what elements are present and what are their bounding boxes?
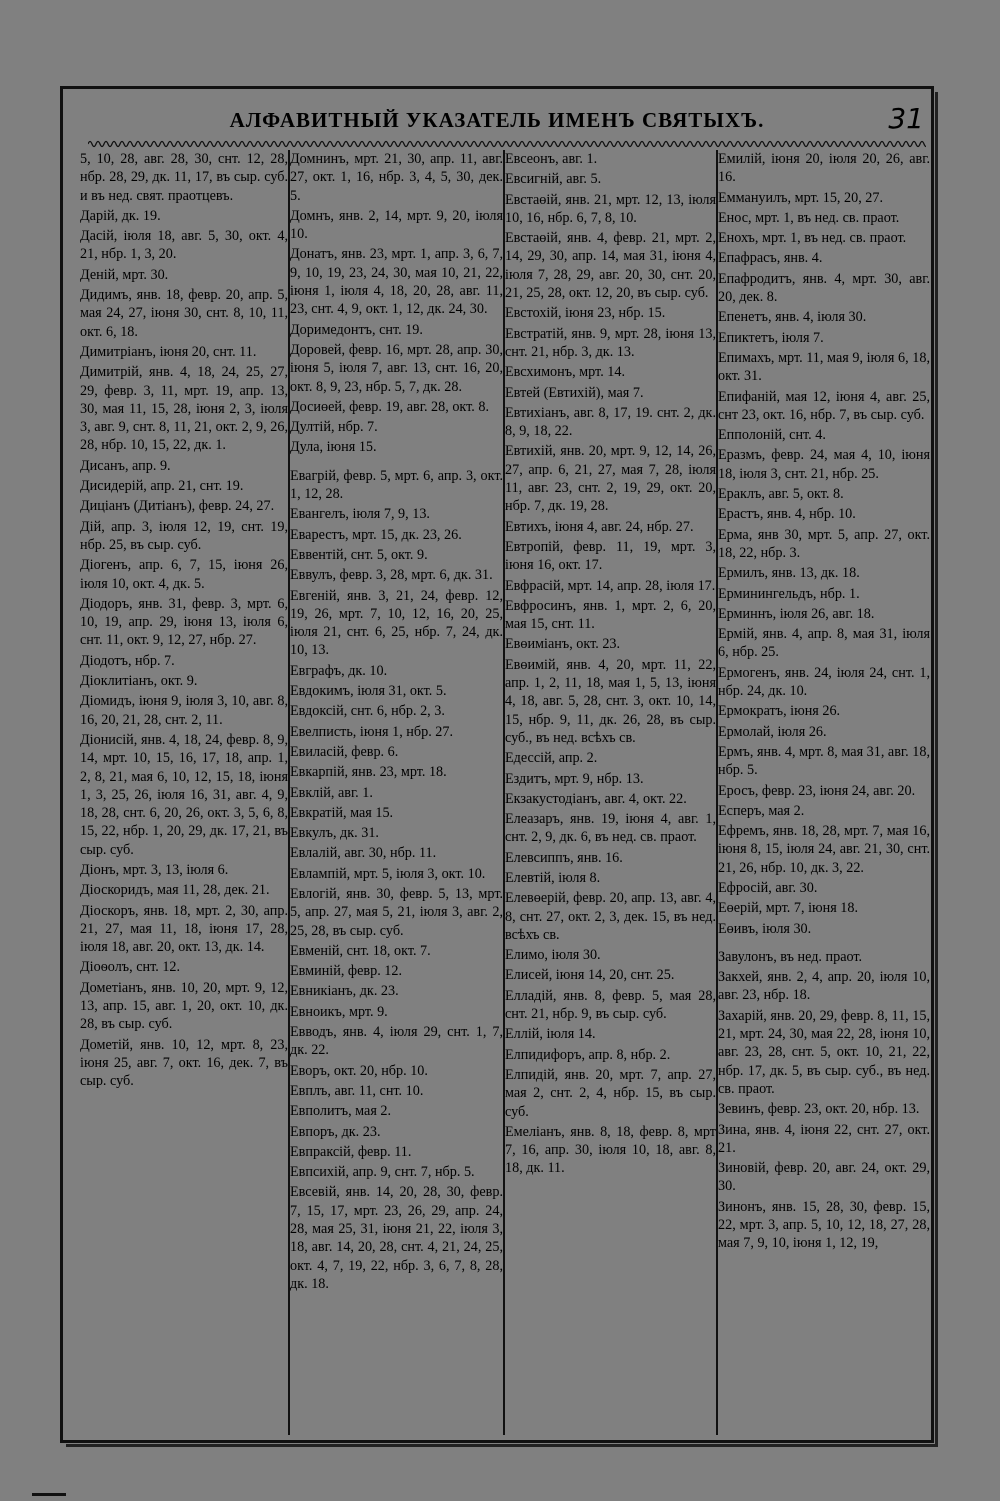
index-entry: Евпраксій, февр. 11. (290, 1143, 412, 1160)
index-entry: Епафрасъ, янв. 4. (718, 250, 823, 267)
index-entry: Захарій, янв. 20, 29, февр. 8, 11, 15, 21, мрт. 24, 30, мая 22, 28, іюня 10, авг. 23, 28, снт. 5, окт. 10, 21, 22, нбр. 17, дк. 5, въ сыр. суб., въ нед. св. праот. (718, 1007, 930, 1097)
index-entry: Елеазаръ, янв. 19, іюня 4, авг. 1, снт. 2, 9, дк. 6, въ нед. св. праот. (505, 811, 716, 846)
index-entry: Евстохій, іюня 23, нбр. 15. (505, 305, 666, 322)
index-entry: Елевөерій, февр. 20, апр. 13, авг. 4, 8, снт. 27, окт. 2, 3, дек. 15, въ нед. всѣхъ св. (505, 890, 716, 943)
index-entry: Дултій, нбр. 7. (290, 419, 378, 436)
index-entry: Дисанъ, апр. 9. (80, 457, 171, 474)
index-entry: Елпидій, янв. 20, мрт. 7, апр. 27, мая 2, снт. 2, 4, нбр. 15, въ сыр. суб. (505, 1066, 716, 1120)
index-entry: Еввулъ, февр. 3, 28, мрт. 6, дк. 31. (290, 567, 493, 584)
index-entry: Евкулъ, дк. 31. (290, 825, 379, 842)
index-entry: Ермолай, іюля 26. (718, 723, 827, 740)
column-1 (80, 150, 288, 1430)
index-entry: Евлогій, янв. 30, февр. 5, 13, мрт. 5, апр. 27, мая 5, 21, іюля 3, авг. 2, 25, 28, въ сыр. суб. (290, 885, 503, 939)
index-entry: Евиласій, февр. 6. (290, 743, 399, 760)
index-entry: Елимо, іюля 30. (505, 947, 601, 964)
index-entry: Емеліанъ, янв. 8, 18, февр. 8, мрт 7, 16, апр. 30, іюля 10, 18, авг. 8, 18, дк. 11. (505, 1123, 716, 1177)
index-entry: Зинонъ, янв. 15, 28, 30, февр. 15, 22, мрт. 3, апр. 5, 10, 12, 18, 27, 28, мая 7, 9, 10, іюня 1, 12, 19, (718, 1198, 930, 1252)
index-entry: Епимахъ, мрт. 11, мая 9, іюля 6, 18, окт. 31. (718, 349, 930, 385)
index-entry: Епенетъ, янв. 4, іюля 30. (718, 309, 867, 326)
index-entry: Діоскоридъ, мая 11, 28, дек. 21. (80, 882, 270, 899)
index-entry: Досиөей, февр. 19, авг. 28, окт. 8. (290, 398, 490, 415)
index-entry: Елевсиппъ, янв. 16. (505, 849, 623, 866)
index-entry: Евминій, февр. 12. (290, 963, 403, 980)
index-entry: Евөимій, янв. 4, 20, мрт. 11, 22, апр. 1, 2, 11, 18, мая 1, 5, 13, іюня 4, 18, авг. 5, 28, снт. 3, окт. 10, 14, 15, нбр. 9, 11, дк. 26, 28, въ сыр. суб., въ нед. всѣхъ св. (505, 656, 716, 746)
index-entry: Евангелъ, іюля 7, 9, 13. (290, 506, 430, 523)
index-entry: Еллій, іюля 14. (505, 1026, 596, 1043)
column-3 (505, 150, 716, 1430)
index-entry: Домнъ, янв. 2, 14, мрт. 9, 20, іюля 10. (290, 207, 503, 243)
index-entry: Дидимъ, янв. 18, февр. 20, апр. 5, мая 24, 27, іюня 30, снт. 8, 10, 11, окт. 6, 18. (80, 287, 288, 340)
index-entry: Евводъ, янв. 4, іюля 29, снт. 1, 7, дк. 22. (290, 1024, 503, 1059)
index-entry: Енохъ, мрт. 1, въ нед. св. праот. (718, 230, 907, 247)
index-entry: Дометій, янв. 10, 12, мрт. 8, 23, іюня 25, авг. 7, окт. 16, дек. 7, въ сыр. суб. (80, 1036, 288, 1090)
index-entry: Екзакустодіанъ, авг. 4, окт. 22. (505, 790, 687, 807)
column-4 (718, 150, 930, 1430)
index-entry: Ефросій, авг. 30. (718, 879, 818, 896)
index-entry: Ерма, янв 30, мрт. 5, апр. 27, окт. 18, 22, нбр. 3. (718, 526, 930, 561)
index-entry: Евлалій, авг. 30, нбр. 11. (290, 845, 437, 862)
index-entry: Евгеній, янв. 3, 21, 24, февр. 12, 19, 26, мрт. 7, 10, 12, 16, 20, 25, іюля 21, снт. 6, 25, нбр. 7, 24, дк. 10, 13. (290, 587, 503, 659)
index-entry: 5, 10, 28, авг. 28, 30, снт. 12, 28, нбр. 28, 29, дк. 11, 17, въ сыр. суб. и въ нед. свят. праотцевъ. (80, 151, 288, 204)
page-number: 31 (888, 102, 924, 135)
index-entry: Завулонъ, въ нед. праот. (718, 948, 863, 965)
index-entry: Евфрасій, мрт. 14, апр. 28, іюля 17. (505, 577, 716, 594)
index-entry: Евтей (Евтихій), мая 7. (505, 384, 644, 401)
index-entry: Ермилъ, янв. 13, дк. 18. (718, 565, 860, 582)
index-entry: Ермогенъ, янв. 24, іюля 24, снт. 1, нбр. 24, дк. 10. (718, 664, 930, 700)
index-entry: Евтихъ, іюня 4, авг. 24, нбр. 27. (505, 518, 694, 535)
index-entry: Ермъ, янв. 4, мрт. 8, мая 31, авг. 18, нбр. 5. (718, 743, 930, 779)
index-entry: Ермій, янв. 4, апр. 8, мая 31, іюля 6, нбр. 25. (718, 626, 930, 661)
index-entry: Евагрій, февр. 5, мрт. 6, апр. 3, окт. 1, 12, 28. (290, 467, 503, 503)
index-entry: Еввентій, снт. 5, окт. 9. (290, 546, 428, 563)
index-entry: Дарій, дк. 19. (80, 207, 161, 224)
index-entry: Евплъ, авг. 11, снт. 10. (290, 1082, 424, 1099)
index-entry: Діоѳолъ, снт. 12. (80, 959, 181, 976)
index-entry: Ерминингельдъ, нбр. 1. (718, 585, 860, 602)
index-entry: Діодоръ, янв. 31, февр. 3, мрт. 6, 10, 19, апр. 29, іюня 13, іюля 6, снт. 11, окт. 9, 12, 27, нбр. 27. (80, 595, 288, 649)
index-entry: Донатъ, янв. 23, мрт. 1, апр. 3, 6, 7, 9, 10, 19, 23, 24, 30, мая 10, 21, 22, іюня 1, іюля 4, 18, 20, 28, авг. 11, 23, снт. 4, 9, окт. 1, 12, дк. 24, 30. (290, 246, 503, 318)
index-entry: Діомидъ, іюня 9, іюля 3, 10, авг. 8, 16, 20, 21, 28, снт. 2, 11. (80, 693, 288, 728)
index-entry: Евсхимонъ, мрт. 14. (505, 364, 626, 381)
index-entry: Елпидифоръ, апр. 8, нбр. 2. (505, 1046, 671, 1063)
index-entry: Евлампій, мрт. 5, іюля 3, окт. 10. (290, 865, 486, 882)
index-entry: Есперъ, мая 2. (718, 802, 805, 819)
index-entry: Евноикъ, мрт. 9. (290, 1003, 388, 1020)
header-wavy-rule (88, 138, 926, 150)
index-entry: Евтихій, янв. 20, мрт. 9, 12, 14, 26, 27, апр. 6, 21, 27, мая 7, 28, іюля 11, авг. 23, снт. 2, 19, 29, окт. 20, нбр. 7, дк. 19, 28. (505, 443, 716, 515)
index-entry: Евөиміанъ, окт. 23. (505, 636, 621, 653)
index-entry: Дій, апр. 3, іюля 12, 19, снт. 19, нбр. 25, въ сыр. суб. (80, 518, 288, 553)
index-entry: Елевтій, іюля 8. (505, 869, 601, 886)
index-entry: Епиктетъ, іюля 7. (718, 329, 824, 346)
index-entry: Евсеонъ, авг. 1. (505, 151, 598, 167)
index-entry: Едессій, апр. 2. (505, 750, 598, 767)
index-entry: Евпсихій, апр. 9, снт. 7, нбр. 5. (290, 1164, 475, 1181)
index-entry: Зиновій, февр. 20, авг. 24, окт. 29, 30. (718, 1160, 930, 1195)
bottom-edge-mark (32, 1493, 66, 1496)
index-entry: Евстаөій, янв. 4, февр. 21, мрт. 2, 14, 29, 30, апр. 14, мая 31, іюня 4, іюля 7, 28, 29, авг. 20, 30, снт. 20, 21, 25, 28, окт. 12, 20, въ сыр. суб. (505, 230, 716, 302)
index-entry: Діонъ, мрт. 3, 13, іюля 6. (80, 861, 229, 878)
index-entry: Евелписть, іюня 1, нбр. 27. (290, 723, 454, 740)
index-entry: Евпоръ, дк. 23. (290, 1123, 381, 1140)
index-entry: Зевинъ, февр. 23, окт. 20, нбр. 13. (718, 1101, 920, 1118)
index-entry: Закхей, янв. 2, 4, апр. 20, іюля 10, авг. 23, нбр. 18. (718, 969, 930, 1004)
index-entry: Евкарпій, янв. 23, мрт. 18. (290, 764, 447, 781)
index-entry: Ермократъ, іюня 26. (718, 703, 841, 720)
index-entry: Димитріанъ, іюня 20, снт. 11. (80, 343, 257, 360)
index-entry: Елисей, іюня 14, 20, снт. 25. (505, 967, 675, 984)
index-entry: Еразмъ, февр. 24, мая 4, 10, іюня 18, іюля 3, снт. 21, нбр. 25. (718, 447, 930, 482)
index-entry: Евменій, снт. 18, окт. 7. (290, 942, 431, 959)
index-entry: Епполоній, снт. 4. (718, 427, 826, 444)
index-entry: Еммануилъ, мрт. 15, 20, 27. (718, 189, 884, 206)
index-entry: Доримедонтъ, снт. 19. (290, 321, 423, 338)
index-entry: Діодотъ, нбр. 7. (80, 652, 175, 669)
index-entry: Діоскоръ, янв. 18, мрт. 2, 30, апр. 21, 27, мая 11, 18, іюня 17, 28, іюля 18, авг. 20, окт. 13, дк. 14. (80, 902, 288, 956)
index-entry: Диціанъ (Дитіанъ), февр. 24, 27. (80, 498, 275, 515)
index-entry: Діогенъ, апр. 6, 7, 15, іюня 26, іюля 10, окт. 4, дк. 5. (80, 557, 288, 592)
index-entry: Емилій, іюня 20, іюля 20, 26, авг. 16. (718, 151, 930, 186)
index-entry: Димитрій, янв. 4, 18, 24, 25, 27, 29, февр. 3, 11, мрт. 19, апр. 13, 30, мая 11, 15, 28, іюня 2, 3, іюля 3, авг. 9, снт. 8, 11, 21, окт. 2, 9, 26, 28, нбр. 10, 15, 22, дк. 1. (80, 364, 288, 454)
index-entry: Евфросинъ, янв. 1, мрт. 2, 6, 20, мая 15, снт. 11. (505, 597, 716, 633)
index-entry: Ерминнъ, іюля 26, авг. 18. (718, 605, 875, 622)
index-entry: Евдокимъ, іюля 31, окт. 5. (290, 683, 447, 700)
index-entry: Дисидерій, апр. 21, снт. 19. (80, 478, 244, 495)
index-entry: Ездитъ, мрт. 9, нбр. 13. (505, 770, 644, 787)
index-entry: Евтихіанъ, авг. 8, 17, 19. снт. 2, дк. 8, 9, 18, 22. (505, 404, 716, 440)
index-entry: Евникіанъ, дк. 23. (290, 983, 399, 1000)
index-entry: Дасій, іюля 18, авг. 5, 30, окт. 4, 21, нбр. 1, 3, 20. (80, 228, 288, 263)
index-entry: Ефремъ, янв. 18, 28, мрт. 7, мая 16, іюня 8, 15, іюля 24, авг. 21, 30, снт. 21, 26, нбр. 10, дк. 3, 22. (718, 823, 930, 876)
index-entry: Ераклъ, авг. 5, окт. 8. (718, 486, 844, 503)
page-title: АЛФАВИТНЫЙ УКАЗАТЕЛЬ ИМЕНЪ СВЯТЫХЪ. (229, 108, 765, 132)
index-entry: Дометіанъ, янв. 10, 20, мрт. 9, 12, 13, апр. 15, авг. 1, 20, окт. 10, дк. 28, въ сыр. суб. (80, 979, 288, 1033)
index-entry: Евстратій, янв. 9, мрт. 28, іюня 13, снт. 21, нбр. 3, дк. 13. (505, 325, 716, 360)
index-entry: Деній, мрт. 30. (80, 266, 169, 283)
index-entry: Еросъ, февр. 23, іюня 24, авг. 20. (718, 782, 916, 799)
column-2 (290, 150, 503, 1430)
index-entry: Евграфъ, дк. 10. (290, 662, 388, 679)
index-entry: Еөивъ, іюля 30. (718, 920, 812, 937)
index-entry: Енос, мрт. 1, въ нед. св. праот. (718, 209, 900, 226)
index-entry: Еварестъ, мрт. 15, дк. 23, 26. (290, 526, 462, 543)
index-entry: Доровей, февр. 16, мрт. 28, апр. 30, іюня 5, іюля 7, авг. 13, снт. 16, 20, окт. 8, 9, 23, нбр. 5, 7, дк. 28. (290, 341, 503, 395)
index-entry: Епафродитъ, янв. 4, мрт. 30, авг. 20, дек. 8. (718, 270, 930, 306)
index-entry: Елладій, янв. 8, февр. 5, мая 28, снт. 21, нбр. 9, въ сыр. суб. (505, 987, 716, 1023)
index-entry: Евсевій, янв. 14, 20, 28, 30, февр. 7, 15, 17, мрт. 23, 26, 29, апр. 24, 28, мая 25, 31, іюня 21, 22, іюля 3, 18, авг. 14, 20, 28, снт. 4, 21, 24, 25, окт. 4, 7, 19, 22, нбр. 3, 6, 7, 8, 28, дк. 18. (290, 1184, 503, 1292)
index-entry: Евтропій, февр. 11, 19, мрт. 3, іюня 16, окт. 17. (505, 538, 716, 574)
index-entry: Діоклитіанъ, окт. 9. (80, 673, 198, 690)
index-entry: Евполитъ, мая 2. (290, 1103, 392, 1120)
index-entry: Діонисій, янв. 4, 18, 24, февр. 8, 9, 14, мрт. 10, 15, 16, 17, 18, апр. 1, 2, 8, 21, мая 6, 10, 12, 15, 18, іюня 1, 3, 25, 26, іюля 16, 31, авг. 4, 9, 18, 28, снт. 6, 20, 26, окт. 3, 5, 6, 8, 15, 22, нбр. 1, 20, 29, дк. 17, 21, въ сыр. суб. (80, 731, 288, 858)
index-entry: Дула, іюня 15. (290, 439, 377, 456)
index-entry: Евкратій, мая 15. (290, 804, 394, 821)
index-entry: Еөерій, мрт. 7, іюня 18. (718, 900, 859, 917)
index-entry: Евдоксій, снт. 6, нбр. 2, 3. (290, 703, 445, 720)
index-entry: Еворъ, окт. 20, нбр. 10. (290, 1062, 428, 1079)
index-entry: Домнинъ, мрт. 21, 30, апр. 11, авг. 27, окт. 1, 16, нбр. 3, 4, 5, 30, дек. 5. (290, 151, 503, 204)
index-entry: Евклій, авг. 1. (290, 784, 373, 801)
index-entry: Зина, янв. 4, іюня 22, снт. 27, окт. 21. (718, 1121, 930, 1156)
index-entry: Евсигній, авг. 5. (505, 171, 602, 188)
index-entry: Ерастъ, янв. 4, нбр. 10. (718, 506, 856, 523)
index-entry: Епифаній, мая 12, іюня 4, авг. 25, снт 23, окт. 16, нбр. 7, въ сыр. суб. (718, 388, 930, 423)
index-entry: Евстаөій, янв. 21, мрт. 12, 13, іюля 10, 16, нбр. 6, 7, 8, 10. (505, 191, 716, 226)
